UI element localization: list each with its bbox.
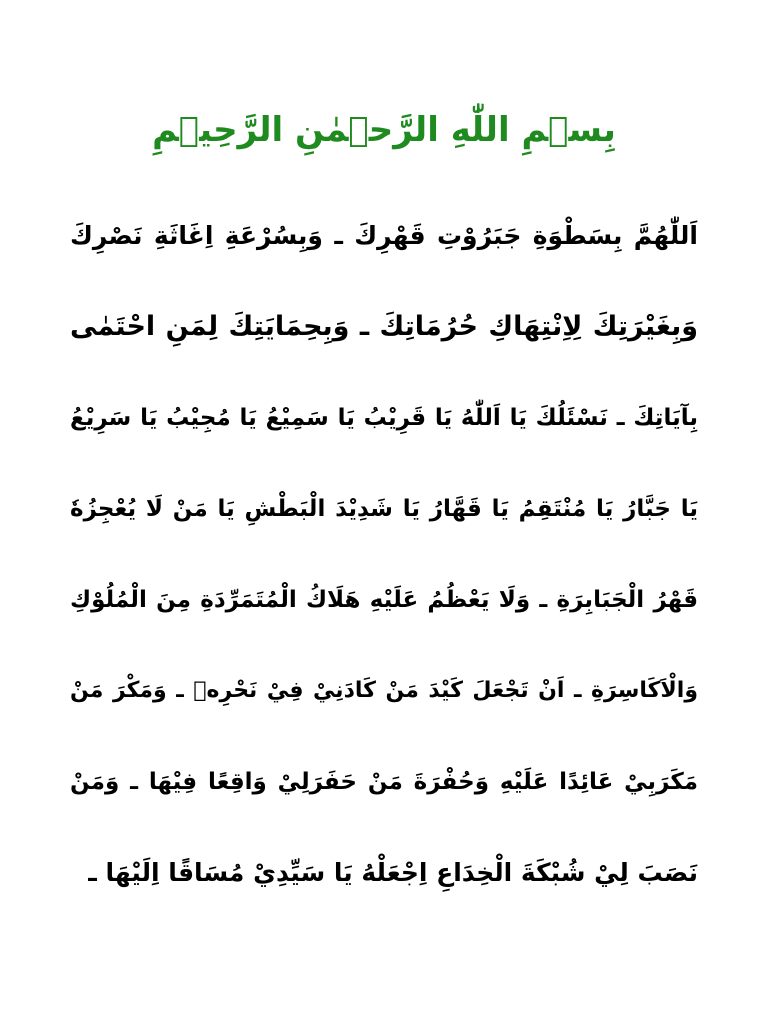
dua-line (70, 372, 698, 463)
basmala-heading: بِسۡمِ اللّٰهِ الرَّحۡمٰنِ الرَّحِيۡمِ (152, 110, 616, 150)
dua-line (70, 554, 698, 645)
dua-line-text: مَكَرَبِيْ عَائِدًا عَلَيْهِ وَحُفْرَةَ مَنْ حَفَرَلِيْ وَاقِعًا فِيْهَا ـ وَمَنْ (70, 768, 698, 795)
dua-line (70, 281, 698, 372)
dua-line (70, 736, 698, 827)
dua-line-text: يَا جَبَّارُ يَا مُنْتَقِمُ يَا قَهَّارُ يَا شَدِيْدَ الْبَطْشِ يَا مَنْ لَا يُعْجِزُهٗ (70, 495, 698, 522)
dua-line-text: بِآيَاتِكَ ـ نَسْئَلُكَ يَا اَللّٰهُ يَا قَرِيْبُ يَا سَمِيْعُ يَا مُجِيْبُ يَا سَرِيْعُ (70, 404, 698, 431)
dua-line-text: وَالْاَكَاسِرَةِ ـ اَنْ تَجْعَلَ كَيْدَ مَنْ كَادَنِيْ فِيْ نَحْرِهٖ ـ وَمَكْرَ مَنْ (70, 678, 698, 703)
dua-line-text: نَصَبَ لِيْ شُبْكَةَ الْخِدَاعِ اِجْعَلْهُ يَا سَيِّدِيْ مُسَاقًا اِلَيْهَا ـ (88, 858, 698, 887)
dua-text-body (70, 190, 698, 918)
dua-line (70, 190, 698, 281)
dua-line-text: اَللّٰهُمَّ بِسَطْوَةِ جَبَرُوْتِ قَهْرِكَ ـ وَبِسُرْعَةِ اِغَاثَةِ نَصْرِكَ (70, 221, 698, 250)
dua-line (70, 463, 698, 554)
dua-line (70, 827, 698, 918)
dua-line-text: قَهْرُ الْجَبَابِرَةِ ـ وَلَا يَعْظُمُ عَلَيْهِ هَلَاكُ الْمُتَمَرِّدَةِ مِنَ الْمُلُوْكِ (70, 586, 698, 613)
dua-line-text: وَبِغَيْرَتِكَ لِاِنْتِهَاكِ حُرُمَاتِكَ ـ وَبِحِمَايَتِكَ لِمَنِ احْتَمٰى (70, 311, 698, 342)
dua-line (70, 645, 698, 736)
